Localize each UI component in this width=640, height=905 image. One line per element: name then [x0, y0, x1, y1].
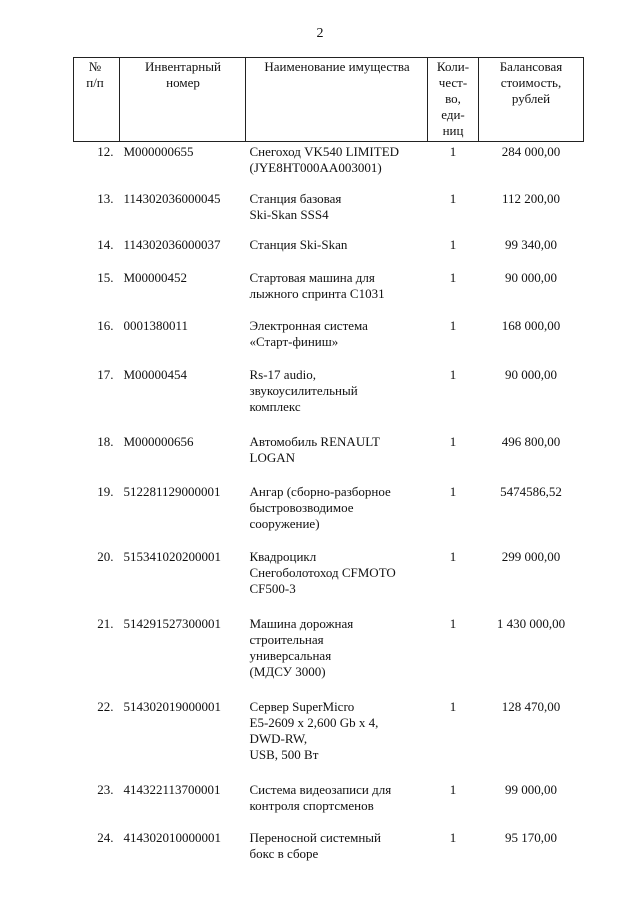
row-qty: 1: [449, 317, 457, 333]
row-num: 12.: [97, 144, 114, 159]
row-name: [246, 191, 428, 237]
row-cost: 1 430 000,00: [496, 615, 566, 631]
row-num: 16.: [97, 317, 114, 333]
row-qty: 1: [449, 829, 457, 845]
row-name-line: Машина дорожная: [249, 615, 354, 631]
table-row: [74, 699, 584, 782]
header-name: [246, 58, 428, 142]
row-qty: 1: [449, 615, 457, 631]
table-row: [74, 616, 584, 699]
row-num: 19.: [97, 483, 114, 499]
row-name-line: Снегоболотоход CFMOTO: [249, 564, 396, 580]
row-name: [246, 237, 428, 270]
row-name-line: универсальная: [249, 647, 332, 663]
row-inventory: M00000454: [123, 366, 188, 382]
row-qty: 1: [449, 269, 457, 285]
row-cost: 99 000,00: [505, 781, 557, 797]
table-row: [74, 318, 584, 367]
row-inventory: 512281129000001: [123, 483, 221, 499]
row-inventory: 414302010000001: [123, 829, 221, 845]
table-row: [74, 484, 584, 549]
row-name-line: CF500-3: [249, 580, 296, 596]
header-name-line: Наименование имущества: [264, 59, 410, 74]
row-name-line: Автомобиль RENAULT: [249, 433, 380, 449]
row-inventory: 0001380011: [123, 317, 189, 333]
row-name-line: комплекс: [249, 398, 301, 414]
row-qty: 1: [449, 483, 457, 499]
header-inventory-line: Инвентарный: [145, 59, 221, 74]
row-cost: 168 000,00: [501, 317, 561, 333]
row-name-line: бокс в сборе: [249, 845, 319, 861]
table-row: [74, 830, 584, 870]
row-inventory: 514302019000001: [123, 698, 221, 714]
row-cost: 284 000,00: [501, 144, 561, 159]
row-name: [246, 318, 428, 367]
row-num: 23.: [97, 781, 114, 797]
row-qty: 1: [449, 366, 457, 382]
row-name-line: DWD-RW,: [249, 730, 308, 746]
property-table: [73, 57, 584, 870]
table-row: [74, 270, 584, 318]
table-row: [74, 367, 584, 434]
row-cost: 496 800,00: [501, 433, 561, 449]
header-cost-line: рублей: [511, 91, 551, 106]
row-name: [246, 782, 428, 830]
row-name-line: сооружение): [249, 515, 320, 531]
row-cost: 90 000,00: [505, 269, 557, 285]
row-inventory: 414322113700001: [123, 781, 221, 797]
row-name-line: E5-2609 x 2,600 Gb x 4,: [249, 714, 379, 730]
row-qty: 1: [449, 236, 457, 252]
page-number: 2: [316, 26, 324, 41]
row-inventory: 114302036000045: [123, 190, 221, 206]
row-name: [246, 616, 428, 699]
row-name: [246, 367, 428, 434]
row-name: [246, 270, 428, 318]
row-qty: 1: [449, 781, 457, 797]
row-num: 22.: [97, 698, 114, 714]
row-name: [246, 830, 428, 870]
table-row: [74, 142, 584, 191]
header-cost-line: Балансовая: [499, 59, 563, 74]
header-qty-line: во,: [445, 91, 461, 106]
row-name-line: Сервер SuperMicro: [249, 698, 355, 714]
row-num: 15.: [97, 269, 114, 285]
row-name-line: Система видеозаписи для: [249, 781, 392, 797]
row-name-line: Станция Ski-Skan: [249, 236, 348, 252]
header-qty-line: чест-: [438, 75, 468, 90]
row-cost: 128 470,00: [501, 698, 561, 714]
row-num: 24.: [97, 829, 114, 845]
header-cost-line: стоимость,: [500, 75, 562, 90]
row-name-line: Стартовая машина для: [249, 269, 375, 285]
row-name: [246, 549, 428, 616]
row-name: [246, 434, 428, 484]
row-name-line: Станция базовая: [249, 190, 342, 206]
row-num: 17.: [97, 366, 114, 382]
header-num-line: п/п: [86, 75, 104, 90]
row-inventory: M00000452: [123, 269, 188, 285]
row-num: 18.: [97, 433, 114, 449]
row-name-line: контроля спортсменов: [249, 797, 374, 813]
row-num: 14.: [97, 236, 114, 252]
row-name-line: Ангар (сборно-разборное: [249, 483, 391, 499]
table-row: [74, 434, 584, 484]
row-inventory: 514291527300001: [123, 615, 221, 631]
header-qty-line: Коли-: [436, 59, 470, 74]
row-name-line: Электронная система: [249, 317, 368, 333]
header-inventory: [120, 58, 246, 142]
row-cost: 99 340,00: [505, 236, 557, 252]
row-name-line: лыжного спринта C1031: [249, 285, 385, 301]
table-body: [74, 142, 584, 870]
row-name-line: Ski-Skan SSS4: [249, 206, 329, 222]
row-num: 13.: [97, 190, 114, 206]
header-qty-line: еди-: [441, 107, 465, 122]
row-name: [246, 142, 428, 191]
table-row: [74, 549, 584, 616]
table-row: [74, 191, 584, 237]
row-cost: 112 200,00: [501, 190, 561, 206]
table-row: [74, 782, 584, 830]
row-qty: 1: [449, 190, 457, 206]
row-cost: 90 000,00: [505, 366, 557, 382]
row-cost: 299 000,00: [501, 548, 561, 564]
row-cost: 5474586,52: [500, 483, 562, 499]
row-name-line: «Старт-финиш»: [249, 333, 339, 349]
row-num: 20.: [97, 548, 114, 564]
table-row: [74, 237, 584, 270]
row-name: [246, 699, 428, 782]
row-inventory: 114302036000037: [123, 236, 221, 252]
row-num: 21.: [97, 615, 114, 631]
row-qty: 1: [449, 144, 457, 159]
row-name-line: строительная: [249, 631, 324, 647]
row-name-line: Rs-17 audio,: [249, 366, 316, 382]
row-name-line: LOGAN: [249, 449, 295, 465]
row-name-line: Переносной системный: [249, 829, 381, 845]
row-name-line: Снегоход VK540 LIMITED: [249, 144, 400, 159]
table-header-row: [74, 58, 584, 142]
row-name-line: звукоусилительный: [249, 382, 358, 398]
row-name: [246, 484, 428, 549]
row-qty: 1: [449, 698, 457, 714]
header-num: [74, 58, 120, 142]
row-name-line: USB, 500 Вт: [249, 746, 319, 762]
row-inventory: M000000656: [123, 433, 194, 449]
header-qty: [428, 58, 479, 142]
header-inventory-line: номер: [166, 75, 200, 90]
header-qty-line: ниц: [442, 123, 464, 138]
row-cost: 95 170,00: [505, 829, 557, 845]
row-name-line: Квадроцикл: [249, 548, 317, 564]
row-qty: 1: [449, 548, 457, 564]
row-name-line: (МДСУ 3000): [249, 663, 326, 679]
row-inventory: 515341020200001: [123, 548, 221, 564]
row-name-line: (JYE8HT000AA003001): [249, 160, 382, 175]
header-cost: [479, 58, 584, 142]
row-inventory: M000000655: [123, 144, 194, 159]
row-name-line: быстровозводимое: [249, 499, 354, 515]
row-qty: 1: [449, 433, 457, 449]
header-num-line: №: [88, 59, 102, 74]
